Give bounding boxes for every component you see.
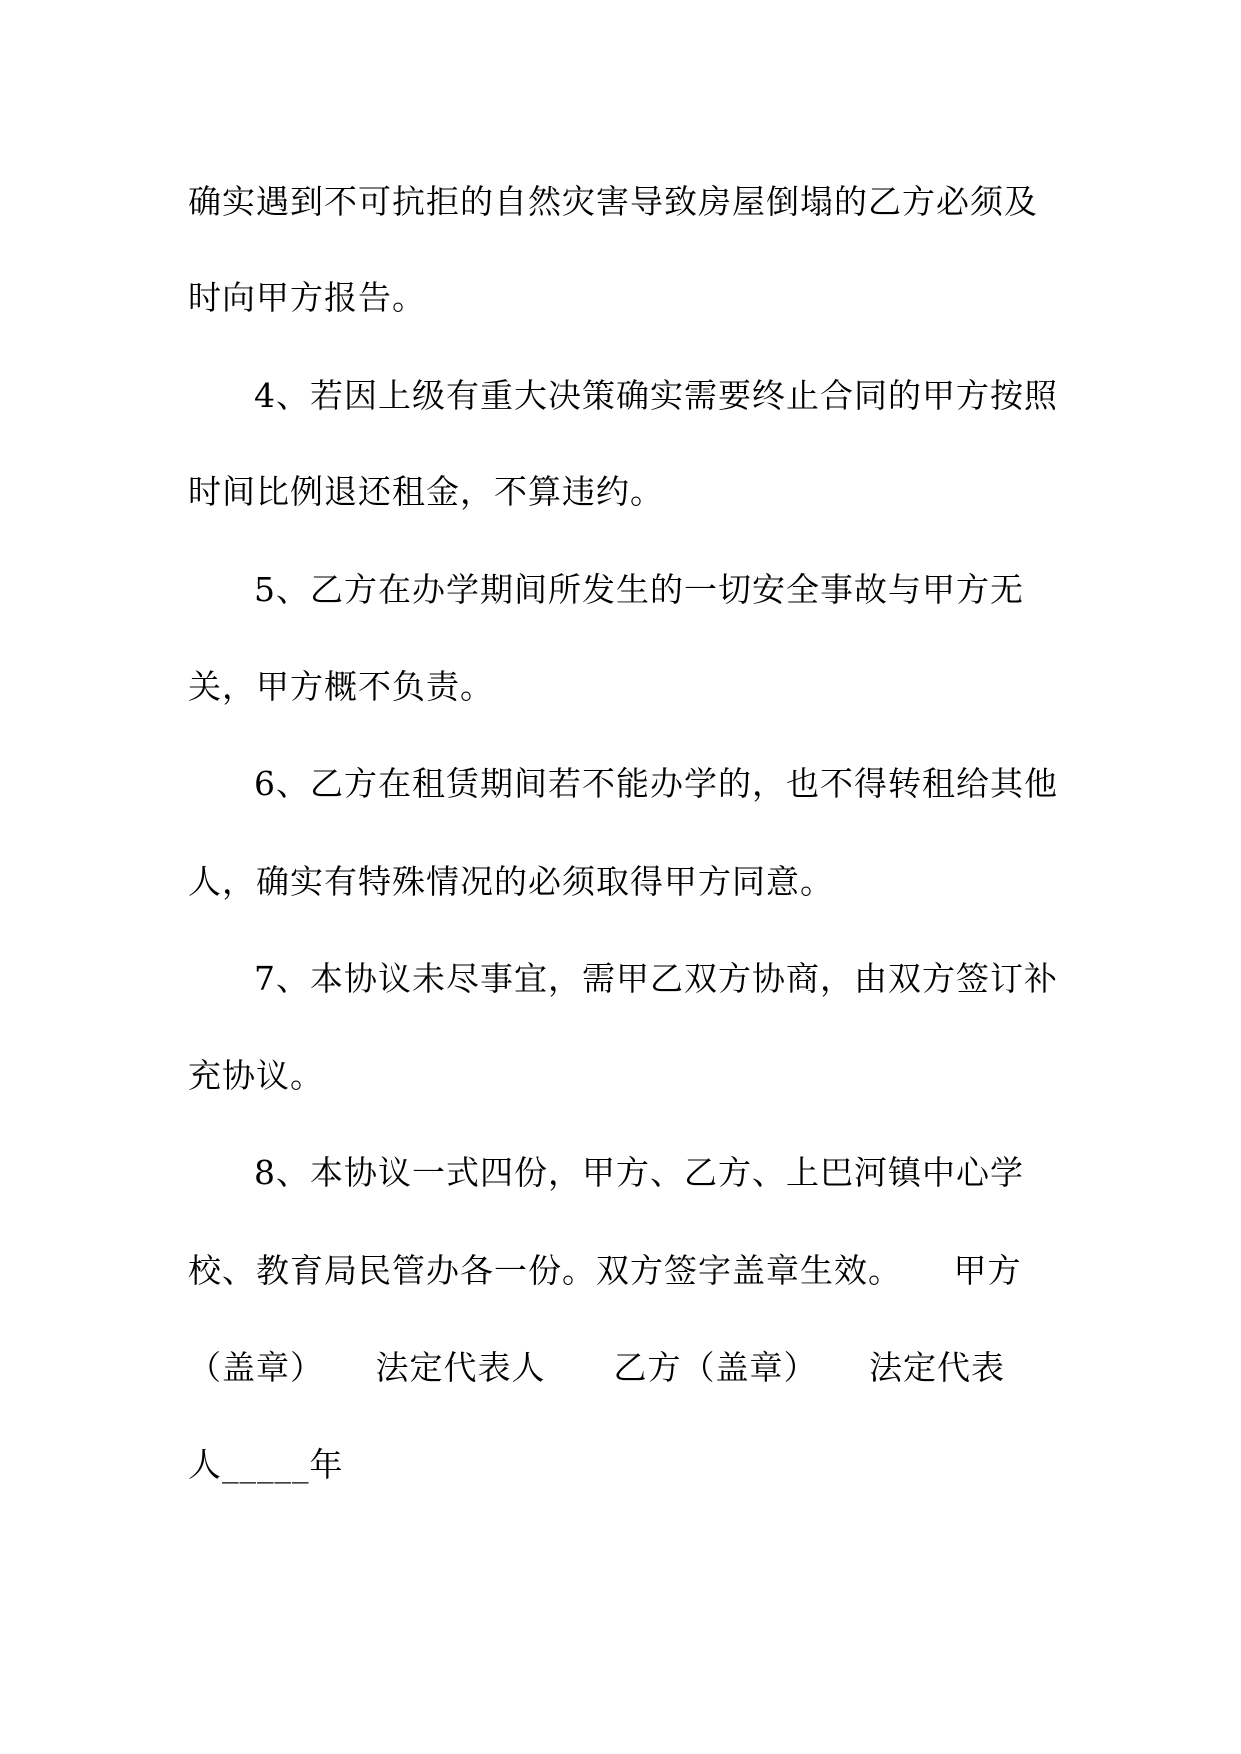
paragraph-line: （盖章） 法定代表人 乙方（盖章） 法定代表 — [188, 1348, 1005, 1387]
paragraph-line: 充协议。 — [188, 1056, 324, 1095]
paragraph-line: 7、本协议未尽事宜，需甲乙双方协商，由双方签订补 — [254, 959, 1058, 998]
paragraph-line: 人_____年 — [188, 1445, 344, 1484]
paragraph-line: 5、乙方在办学期间所发生的一切安全事故与甲方无 — [254, 570, 1024, 609]
paragraph-line: 4、若因上级有重大决策确实需要终止合同的甲方按照 — [254, 376, 1058, 415]
paragraph-line: 确实遇到不可抗拒的自然灾害导致房屋倒塌的乙方必须及 — [188, 182, 1038, 221]
paragraph-line: 6、乙方在租赁期间若不能办学的，也不得转租给其他 — [254, 764, 1058, 803]
paragraph-line: 人，确实有特殊情况的必须取得甲方同意。 — [188, 862, 834, 901]
paragraph-line: 时间比例退还租金，不算违约。 — [188, 472, 664, 511]
paragraph-line: 关，甲方概不负责。 — [188, 667, 494, 706]
paragraph-line: 8、本协议一式四份，甲方、乙方、上巴河镇中心学 — [254, 1153, 1024, 1192]
paragraph-line: 校、教育局民管办各一份。双方签字盖章生效。 甲方 — [188, 1251, 1022, 1290]
paragraph-line: 时向甲方报告。 — [188, 278, 426, 317]
